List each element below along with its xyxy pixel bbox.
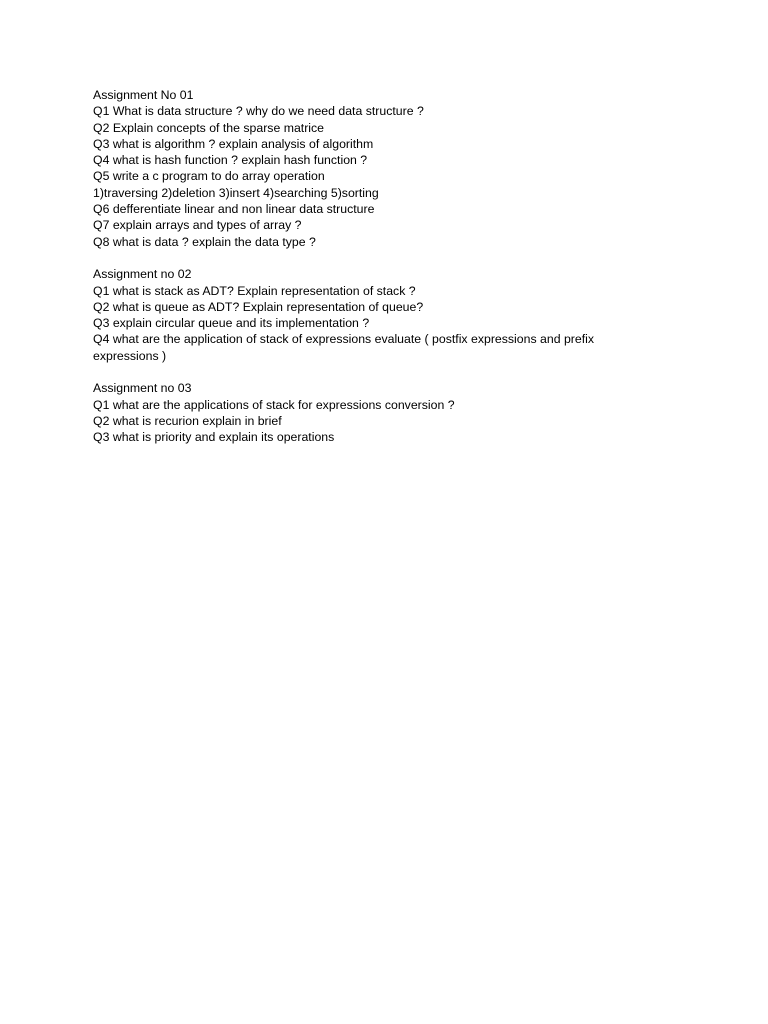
question-line: Q7 explain arrays and types of array ? [93, 218, 302, 233]
question-line: Q4 what is hash function ? explain hash function ? [93, 153, 368, 168]
assignment-3 [93, 380, 653, 445]
question-line: Q1 what are the applications of stack for expressions conversion ? [93, 397, 455, 412]
question-line: Q6 defferentiate linear and non linear data structure [93, 202, 375, 217]
paragraph-spacer [93, 250, 653, 266]
question-line: 1)traversing 2)deletion 3)insert 4)searching 5)sorting [93, 185, 379, 200]
paragraph-spacer [93, 364, 653, 380]
question-line: Q3 what is algorithm ? explain analysis of algorithm [93, 136, 374, 151]
question-line: Q4 what are the application of stack of expressions evaluate ( postfix expressions and prefix expressions ) [93, 332, 598, 363]
question-line: Q2 what is recurion explain in brief [93, 413, 282, 428]
question-line: Q3 what is priority and explain its operations [93, 430, 335, 445]
question-line: Q1 what is stack as ADT? Explain representation of stack ? [93, 283, 416, 298]
assignment-title: Assignment no 02 [93, 267, 192, 282]
question-line: Q3 explain circular queue and its implementation ? [93, 316, 370, 331]
document-page [93, 87, 653, 446]
assignment-2 [93, 266, 653, 364]
assignment-title: Assignment no 03 [93, 381, 192, 396]
assignment-title: Assignment No 01 [93, 88, 194, 102]
question-line: Q2 Explain concepts of the sparse matrice [93, 120, 325, 135]
question-line: Q1 What is data structure ? why do we need data structure ? [93, 104, 424, 119]
assignment-1 [93, 87, 653, 250]
question-line: Q2 what is queue as ADT? Explain representation of queue? [93, 299, 424, 314]
question-line: Q5 write a c program to do array operation [93, 169, 325, 184]
question-line: Q8 what is data ? explain the data type ? [93, 234, 316, 249]
